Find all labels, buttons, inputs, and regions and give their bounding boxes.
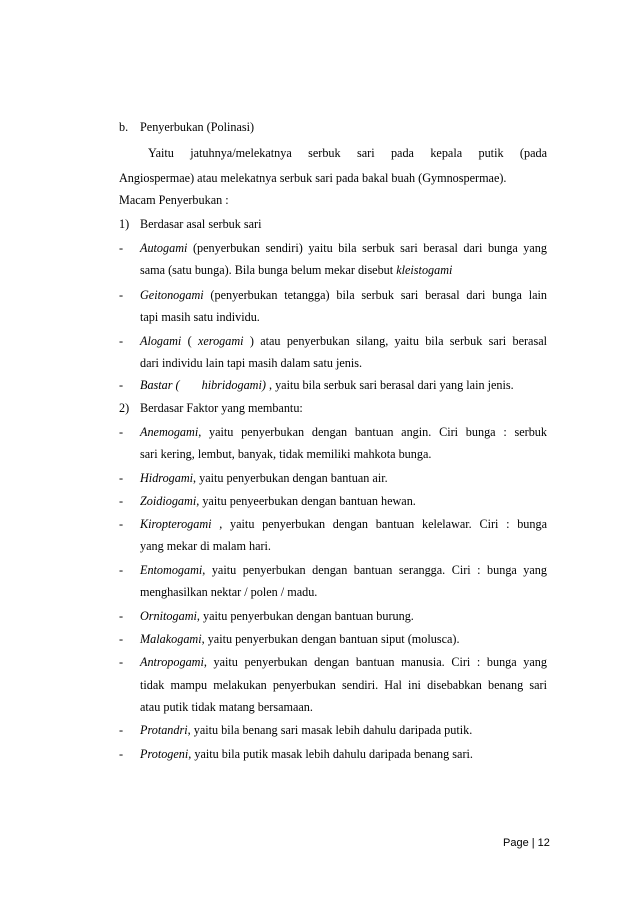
list-item-marker: - xyxy=(119,747,124,761)
term: Malakogami xyxy=(140,632,202,646)
group2-number: 2) xyxy=(119,401,130,415)
list-item-alogami-cont: dari individu lain tapi masih dalam satu jenis. xyxy=(140,356,363,370)
list-item-marker: - xyxy=(119,609,124,623)
list-item-marker: - xyxy=(119,723,124,737)
term: Autogami xyxy=(140,241,188,255)
list-item-marker: - xyxy=(119,494,124,508)
list-item-alogami: Alogami ( xerogami ) atau penyerbukan silang, yaitu bila serbuk sari berasal xyxy=(140,334,547,348)
list-item-ornitogami: Ornitogami, yaitu penyerbukan dengan bantuan burung. xyxy=(140,609,414,623)
term: Antropogami xyxy=(140,655,204,669)
term: Hidrogami xyxy=(140,471,194,485)
list-item-marker: - xyxy=(119,563,124,577)
list-item-protogeni: Protogeni, yaitu bila putik masak lebih dahulu daripada benang sari. xyxy=(140,747,473,761)
list-item-marker: - xyxy=(119,655,124,669)
list-item-entomogami-cont: menghasilkan nektar / polen / madu. xyxy=(140,585,318,599)
list-item-antropogami-cont: tidak mampu melakukan penyerbukan sendiri. Hal ini disebabkan benang sari xyxy=(140,678,547,692)
term: Protogeni xyxy=(140,747,189,761)
term: Zoidiogami xyxy=(140,494,197,508)
list-item-malakogami: Malakogami, yaitu penyerbukan dengan bantuan siput (molusca). xyxy=(140,632,460,646)
list-item-bastar: Bastar ( hibridogami) , yaitu bila serbuk sari berasal dari yang lain jenis. xyxy=(140,378,514,392)
list-item-marker: - xyxy=(119,425,124,439)
list-item-geitonogami-cont: tapi masih satu individu. xyxy=(140,310,260,324)
list-item-zoidiogami: Zoidiogami, yaitu penyeerbukan dengan bantuan hewan. xyxy=(140,494,416,508)
term: xerogami xyxy=(197,334,244,348)
group1-title: Berdasar asal serbuk sari xyxy=(140,217,262,231)
list-item-marker: - xyxy=(119,378,124,392)
group1-number: 1) xyxy=(119,217,130,231)
macam-title: Macam Penyerbukan : xyxy=(119,193,229,207)
term: hibridogami) xyxy=(201,378,266,392)
term: Protandri xyxy=(140,723,188,737)
term: Geitonogami xyxy=(140,288,204,302)
definition-line-1: Yaitu jatuhnya/melekatnya serbuk sari pada kepala putik (pada xyxy=(148,146,547,160)
list-item-autogami-cont: sama (satu bunga). Bila bunga belum mekar disebut kleistogami xyxy=(140,263,453,277)
term: Ornitogami xyxy=(140,609,197,623)
list-item-protandri: Protandri, yaitu bila benang sari masak lebih dahulu daripada putik. xyxy=(140,723,473,737)
list-item-marker: - xyxy=(119,471,124,485)
term: Kiropterogami xyxy=(140,517,212,531)
list-item-kiropterogami-cont: yang mekar di malam hari. xyxy=(140,539,271,553)
section-title: Penyerbukan (Polinasi) xyxy=(140,120,255,134)
section-marker: b. xyxy=(119,120,129,134)
list-item-marker: - xyxy=(119,241,124,255)
list-item-marker: - xyxy=(119,632,124,646)
list-item-marker: - xyxy=(119,517,124,531)
term: Entomogami xyxy=(140,563,203,577)
list-item-marker: - xyxy=(119,334,124,348)
term: Anemogami xyxy=(140,425,199,439)
definition-line-2: Angiospermae) atau melekatnya serbuk sari pada bakal buah (Gymnospermae). xyxy=(119,171,507,185)
list-item-antropogami-cont2: atau putik tidak matang bersamaan. xyxy=(140,700,313,714)
group2-title: Berdasar Faktor yang membantu: xyxy=(140,401,303,415)
term: Alogami xyxy=(140,334,182,348)
list-item-kiropterogami: Kiropterogami , yaitu penyerbukan dengan bantuan kelelawar. Ciri : bunga xyxy=(140,517,547,531)
page-number: Page | 12 xyxy=(503,837,550,849)
list-item-anemogami: Anemogami, yaitu penyerbukan dengan bantuan angin. Ciri bunga : serbuk xyxy=(140,425,547,439)
term: Bastar ( xyxy=(140,378,180,392)
list-item-marker: - xyxy=(119,288,124,302)
list-item-autogami: Autogami (penyerbukan sendiri) yaitu bila serbuk sari berasal dari bunga yang xyxy=(140,241,547,255)
list-item-geitonogami: Geitonogami (penyerbukan tetangga) bila serbuk sari berasal dari bunga lain xyxy=(140,288,547,302)
list-item-hidrogami: Hidrogami, yaitu penyerbukan dengan bantuan air. xyxy=(140,471,388,485)
list-item-entomogami: Entomogami, yaitu penyerbukan dengan bantuan serangga. Ciri : bunga yang xyxy=(140,563,547,577)
list-item-antropogami: Antropogami, yaitu penyerbukan dengan bantuan manusia. Ciri : bunga yang xyxy=(140,655,547,669)
term: kleistogami xyxy=(396,263,453,277)
list-item-anemogami-cont: sari kering, lembut, banyak, tidak memiliki mahkota bunga. xyxy=(140,447,432,461)
